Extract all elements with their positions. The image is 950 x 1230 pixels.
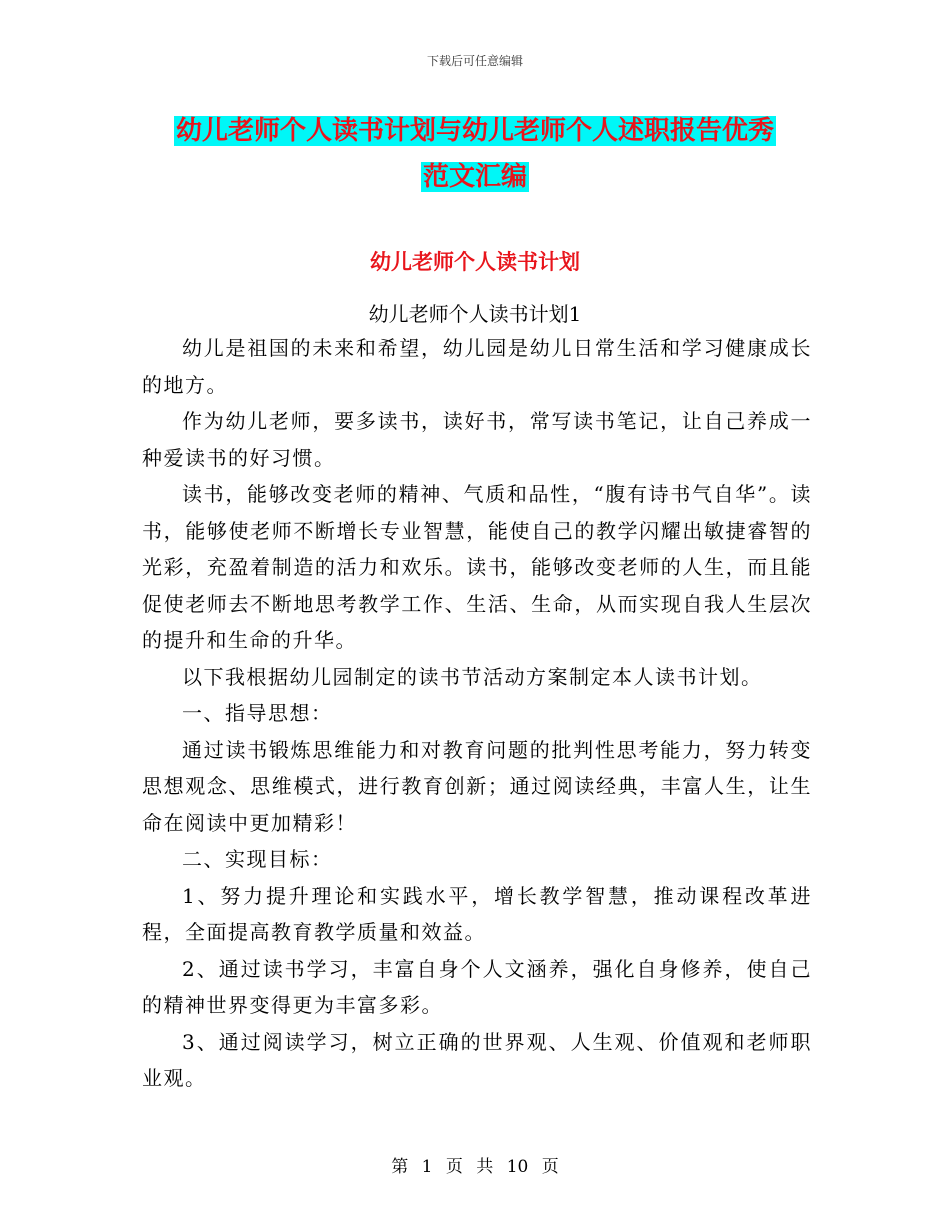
section-title: 幼儿老师个人读书计划	[370, 250, 580, 274]
document-title	[0, 108, 950, 200]
paragraph: 二、实现目标：	[182, 847, 333, 871]
page-header-note: 下载后可任意编辑	[426, 54, 523, 68]
paragraph: 1、努力提升理论和实践水平，增长教学智慧，推动课程改革进程，全面提高教育教学质量和效益。	[142, 883, 812, 944]
paragraph: 以下我根据幼儿园制定的读书节活动方案制定本人读书计划。	[182, 664, 763, 689]
page-number: 第 1 页 共 10 页	[391, 1157, 559, 1177]
sub-title: 幼儿老师个人读书计划1	[368, 302, 582, 326]
paragraph: 2、通过读书学习，丰富自身个人文涵养，强化自身修养，使自己的精神世界变得更为丰富多彩。	[142, 956, 812, 1017]
paragraph: 3、通过阅读学习，树立正确的世界观、人生观、价值观和老师职业观。	[142, 1029, 812, 1090]
paragraph: 作为幼儿老师，要多读书，读好书，常写读书笔记，让自己养成一种爱读书的好习惯。	[142, 409, 812, 470]
paragraph: 一、指导思想：	[182, 701, 333, 725]
paragraph: 通过读书锻炼思维能力和对教育问题的批判性思考能力，努力转变思想观念、思维模式，进行教育创新；通过阅读经典，丰富人生，让生命在阅读中更加精彩！	[142, 737, 812, 835]
document-title-line-2: 范文汇编	[422, 162, 527, 192]
paragraph: 幼儿是祖国的未来和希望，幼儿园是幼儿日常生活和学习健康成长的地方。	[142, 336, 812, 397]
document-body	[142, 330, 812, 1097]
document-title-line-1: 幼儿老师个人读书计划与幼儿老师个人述职报告优秀	[175, 116, 774, 146]
paragraph: 读书，能够改变老师的精神、气质和品性，“腹有诗书气自华”。读书，能够使老师不断增长专业智慧，能使自己的教学闪耀出敏捷睿智的光彩，充盈着制造的活力和欢乐。读书，能够改变老师的人生，而且能促使老师去不断地思考教学工作、生活、生命，从而实现自我人生层次的提升和生命的升华。	[142, 482, 812, 652]
